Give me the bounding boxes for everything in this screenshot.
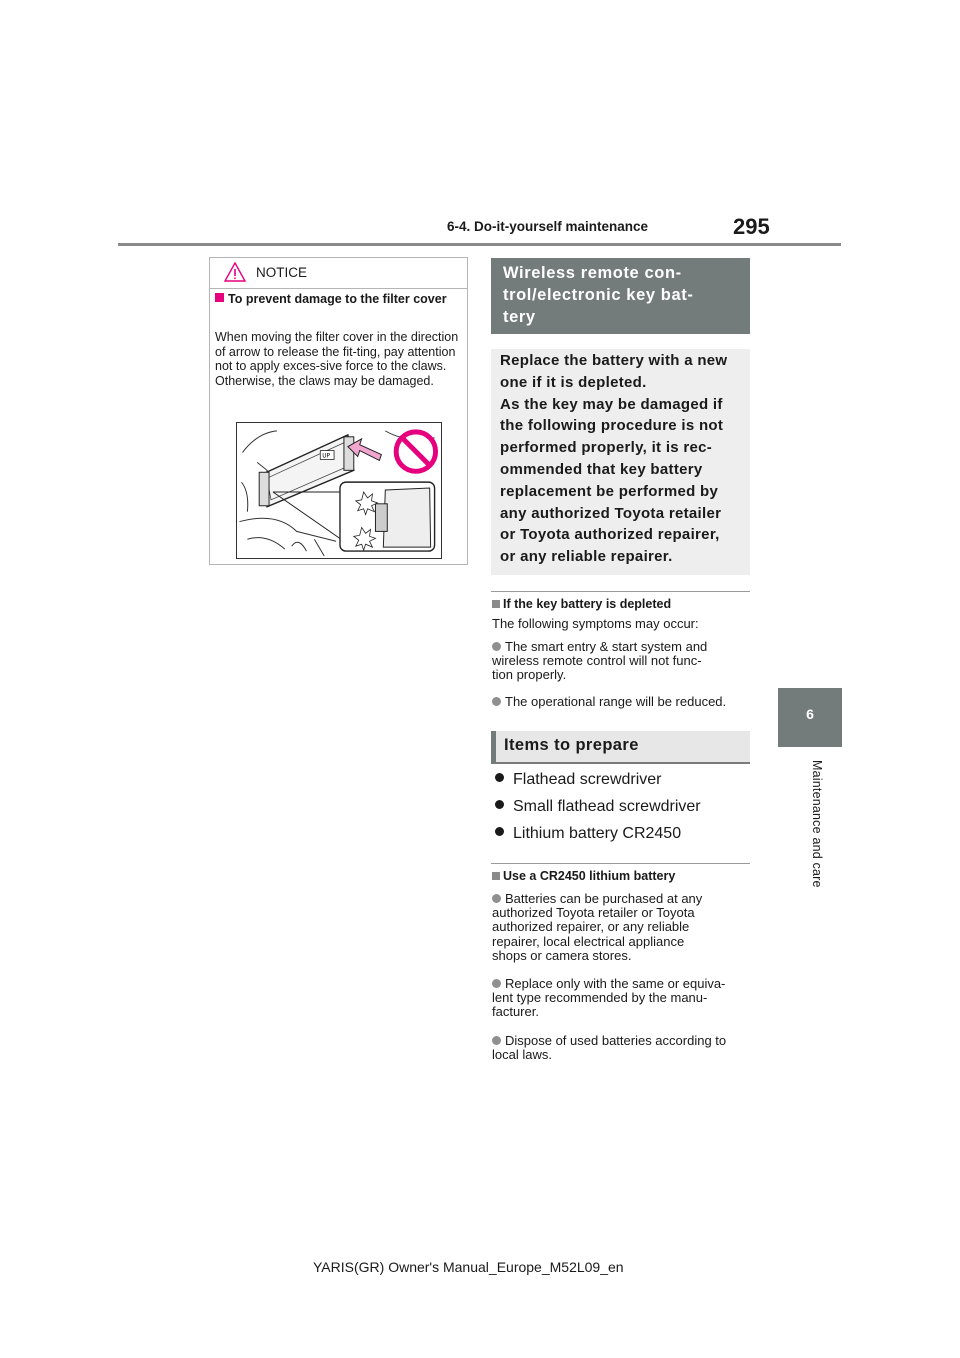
notice-body: When moving the filter cover in the direction of arrow to release the fit-ting, pay attention not to apply exces-sive force to the claws. Otherwise, the claws may be damaged. [215,330,459,388]
list-item: Batteries can be purchased at any authorized Toyota retailer or Toyota authorized repairer, or any reliable repairer, local electrical appliance shops or camera stores. [492,891,703,963]
square-bullet-icon [215,293,224,302]
depleted-heading: If the key battery is depleted [492,597,671,611]
figure-up-label: UP [322,453,331,460]
list-item: Dispose of used batteries according to local laws. [492,1033,727,1063]
section-heading: Wireless remote con- trol/electronic key bat- tery [503,264,694,326]
page-number: 295 [733,214,770,239]
notice-header [210,258,467,289]
bullet-dot-icon [492,1036,501,1045]
filter-cover-illustration [236,422,442,559]
header-divider [118,243,841,246]
bullet-dot-icon [495,827,504,836]
section-title: 6-4. Do-it-yourself maintenance [447,219,649,234]
divider [491,863,750,864]
bullet-dot-icon [492,642,501,651]
notice-subheading: To prevent damage to the filter cover [215,292,460,306]
square-bullet-icon [492,872,500,880]
depleted-lead: The following symptoms may occur: [492,616,699,631]
prep-item: Lithium battery CR2450 [495,825,681,843]
divider [491,591,750,592]
warning-triangle-icon [224,262,246,282]
prep-item: Small flathead screwdriver [495,798,701,816]
notice-label: NOTICE [256,265,308,280]
prep-item: Flathead screwdriver [495,771,662,789]
bullet-dot-icon [492,894,501,903]
chapter-label: Maintenance and care [810,760,824,888]
lithium-heading: Use a CR2450 lithium battery [492,869,675,883]
list-item: The smart entry & start system and wireless remote control will not func- tion properly. [492,639,708,683]
intro-text: Replace the battery with a new one if it is depleted. As the key may be damaged if the following procedure is not performed properly, it is rec- ommended that key battery replacement be performed by any authorized Toyota retailer or Toyota authorized repairer, or any reliable repairer. [500,352,728,566]
footer-manual-id: YARIS(GR) Owner's Manual_Europe_M52L09_en [313,1259,624,1275]
bullet-dot-icon [495,773,504,782]
square-bullet-icon [492,600,500,608]
chapter-number: 6 [806,706,814,722]
list-item: Replace only with the same or equiva- lent type recommended by the manu- facturer. [492,976,726,1020]
bullet-dot-icon [495,800,504,809]
list-item: The operational range will be reduced. [492,695,750,709]
bullet-dot-icon [492,979,501,988]
bullet-dot-icon [492,697,501,706]
items-heading-underline [491,762,750,764]
items-heading: Items to prepare [504,736,639,754]
